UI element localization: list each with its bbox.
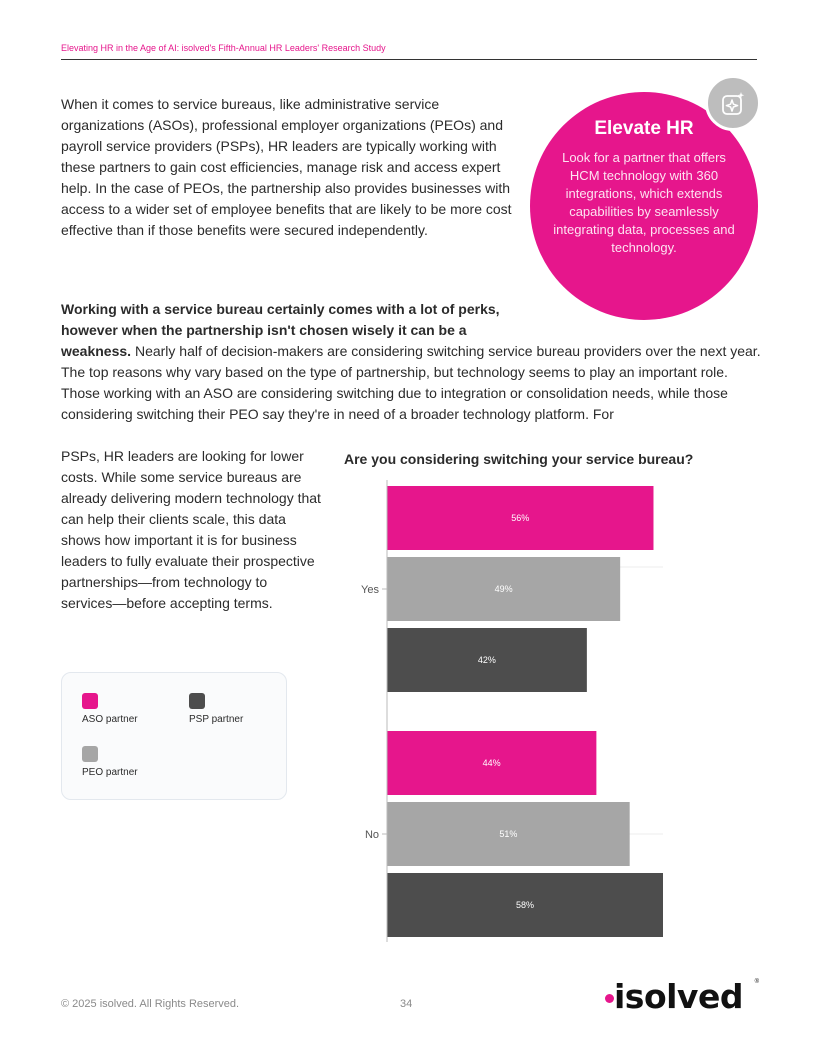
- intro-paragraph: When it comes to service bureaus, like administrative service organizations (ASOs), professional employer organizations (PEOs) and payroll service providers (PSPs), HR leaders are typically working with these partners to gain cost efficiencies, manage risk and access expert help. In the case of PEOs, the partnership also provides businesses with access to a wider set of employee benefits that are likely to be more cost effective than if those benefits were secured independently.: [61, 96, 512, 238]
- perks-paragraph-body: [61, 341, 761, 425]
- running-header: Elevating HR in the Age of AI: isolved's Fifth-Annual HR Leaders' Research Study: [61, 43, 386, 53]
- category-label: Yes: [361, 584, 379, 596]
- legend-swatch-peo: [82, 746, 98, 762]
- callout-title: Elevate HR: [594, 118, 694, 139]
- legend-item-aso: [82, 693, 138, 725]
- bar-label: 44%: [482, 758, 501, 768]
- psp-paragraph: PSPs, HR leaders are looking for lower costs. While some service bureaus are already delivering modern technology that can help their clients scale, this data shows how important it is for business leaders to fully evaluate their prospective partnerships—from technology to services—before accepting terms.: [61, 448, 321, 611]
- bar-label: 51%: [499, 829, 518, 839]
- legend-item-psp: [189, 693, 243, 725]
- sparkle-icon: [721, 91, 747, 117]
- callout-body: Look for a partner that offers HCM technology with 360 integrations, which extends capabilities by seamlessly integrating data, processes and technology.: [553, 150, 735, 255]
- bar-label: 42%: [477, 655, 496, 665]
- legend-label-peo: PEO partner: [82, 767, 138, 778]
- page-number: 34: [400, 998, 413, 1010]
- chart-title: Are you considering switching your service bureau?: [344, 451, 694, 467]
- footer-copyright: © 2025 isolved. All Rights Reserved.: [61, 998, 240, 1010]
- service-bureau-chart: [340, 480, 670, 950]
- legend-item-peo: [82, 746, 138, 778]
- bar-label: 56%: [511, 513, 530, 523]
- logo-wordmark: isolved: [614, 977, 743, 1016]
- perks-bold-lead: Working with a service bureau certainly comes with a lot of perks, however when the partnership isn't chosen wisely it can be a: [61, 301, 500, 338]
- legend-swatch-aso: [82, 693, 98, 709]
- perks-body-text: Nearly half of decision-makers are considering switching service bureau providers over the next year. The top reasons why vary based on the type of partnership, but technology seems to play an important role. Those working with an ASO are considering switching due to integration or consolidation needs, while those considering switching their PEO say they're in need of a broader technology platform. For: [61, 343, 761, 422]
- header-divider: [61, 59, 757, 60]
- bar-label: 49%: [494, 584, 513, 594]
- legend-label-psp: PSP partner: [189, 714, 244, 725]
- isolved-logo: [605, 977, 757, 1017]
- logo-dot: [605, 994, 614, 1003]
- bar-label: 58%: [515, 900, 535, 910]
- category-label: No: [364, 829, 379, 841]
- legend-swatch-psp: [189, 693, 205, 709]
- legend-label-aso: ASO partner: [82, 714, 138, 725]
- sparkle-badge: [705, 75, 761, 131]
- perks-paragraph-lead: [61, 299, 531, 341]
- logo-registered-mark: ®: [754, 979, 759, 985]
- perks-bold-word: weakness.: [61, 343, 132, 359]
- chart-legend: [61, 672, 287, 800]
